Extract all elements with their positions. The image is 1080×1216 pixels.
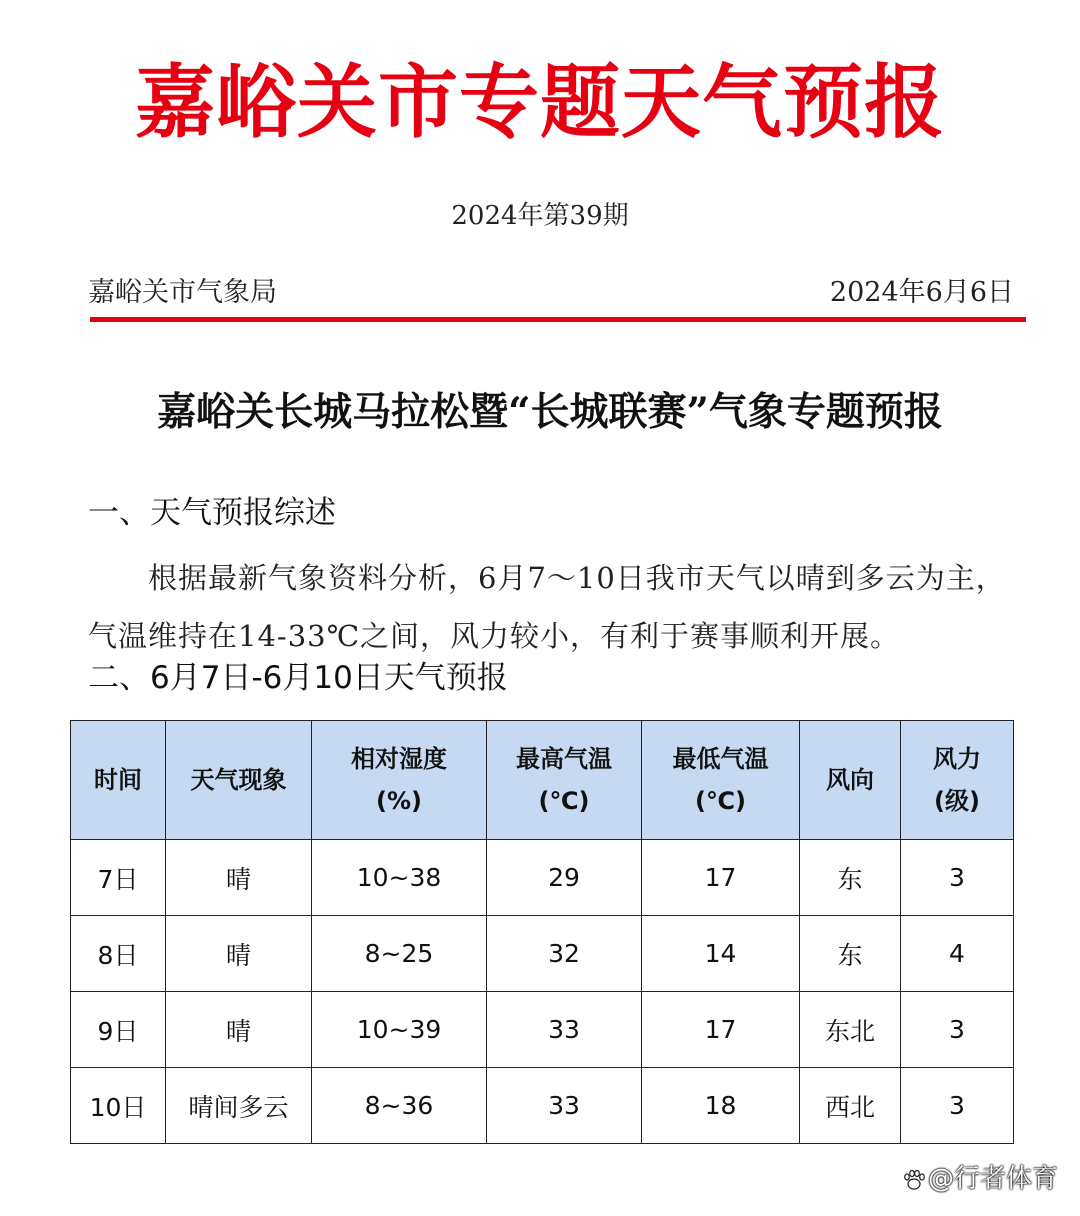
cell-weather: 晴间多云 — [166, 1068, 312, 1144]
cell-wind-force: 3 — [901, 1068, 1014, 1144]
issuer-name: 嘉峪关市气象局 — [88, 277, 277, 308]
cell-min-temp: 18 — [642, 1068, 800, 1144]
cell-wind-force: 3 — [901, 840, 1014, 916]
cell-wind-direction: 东 — [800, 840, 901, 916]
header-label: 相对湿度 — [351, 745, 447, 773]
header-unit: (℃) — [538, 787, 590, 815]
issue-date: 2024年6月6日 — [829, 277, 1014, 308]
cell-humidity: 8~25 — [312, 916, 487, 992]
cell-min-temp: 17 — [642, 840, 800, 916]
cell-min-temp: 17 — [642, 992, 800, 1068]
cell-wind-direction: 西北 — [800, 1068, 901, 1144]
header-wind-direction — [800, 721, 901, 840]
header-humidity — [312, 721, 487, 840]
cell-max-temp: 33 — [487, 992, 642, 1068]
table-header-row — [71, 721, 1014, 840]
cell-weather: 晴 — [166, 916, 312, 992]
cell-wind-direction: 东北 — [800, 992, 901, 1068]
header-unit: (%) — [376, 787, 422, 815]
section-heading-summary: 一、天气预报综述 — [88, 495, 336, 531]
cell-max-temp: 33 — [487, 1068, 642, 1144]
header-label: 风力 — [933, 745, 981, 773]
document-title: 嘉峪关长城马拉松暨“长城联赛”气象专题预报 — [157, 389, 943, 435]
header-max-temp — [487, 721, 642, 840]
masthead-title: 嘉峪关市专题天气预报 — [135, 55, 945, 149]
table-row — [71, 916, 1014, 992]
cell-max-temp: 29 — [487, 840, 642, 916]
cell-max-temp: 32 — [487, 916, 642, 992]
cell-weather: 晴 — [166, 992, 312, 1068]
cell-humidity: 10~39 — [312, 992, 487, 1068]
cell-date: 7日 — [71, 840, 166, 916]
header-time — [71, 721, 166, 840]
watermark — [902, 1162, 1058, 1196]
header-unit: (℃) — [695, 787, 746, 815]
header-label: 最高气温 — [516, 745, 612, 773]
table-row — [71, 992, 1014, 1068]
cell-wind-force: 4 — [901, 916, 1014, 992]
watermark-text: @行者体育 — [927, 1164, 1058, 1194]
issuer-row — [88, 275, 1014, 311]
table-row — [71, 840, 1014, 916]
section-heading-forecast: 二、6月7日-6月10日天气预报 — [88, 660, 508, 696]
cell-min-temp: 14 — [642, 916, 800, 992]
cell-humidity: 8~36 — [312, 1068, 487, 1144]
cell-weather: 晴 — [166, 840, 312, 916]
header-weather — [166, 721, 312, 840]
red-divider — [90, 317, 1026, 322]
header-unit: (级) — [934, 787, 980, 815]
header-label: 天气现象 — [190, 766, 287, 794]
header-min-temp — [642, 721, 800, 840]
summary-paragraph: 根据最新气象资料分析，6月7～10日我市天气以晴到多云为主，气温维持在14-33℃之间，风力较小，有利于赛事顺利开展。 — [88, 561, 1006, 653]
paw-icon — [902, 1169, 926, 1191]
cell-date: 10日 — [71, 1068, 166, 1144]
issue-number: 2024年第39期 — [451, 201, 629, 231]
header-label: 风向 — [826, 766, 874, 794]
table-row — [71, 1068, 1014, 1144]
cell-wind-direction: 东 — [800, 916, 901, 992]
cell-date: 8日 — [71, 916, 166, 992]
header-label: 时间 — [94, 766, 142, 794]
header-wind-force — [901, 721, 1014, 840]
cell-humidity: 10~38 — [312, 840, 487, 916]
forecast-table — [70, 720, 1014, 1144]
header-label: 最低气温 — [672, 745, 769, 773]
cell-wind-force: 3 — [901, 992, 1014, 1068]
cell-date: 9日 — [71, 992, 166, 1068]
